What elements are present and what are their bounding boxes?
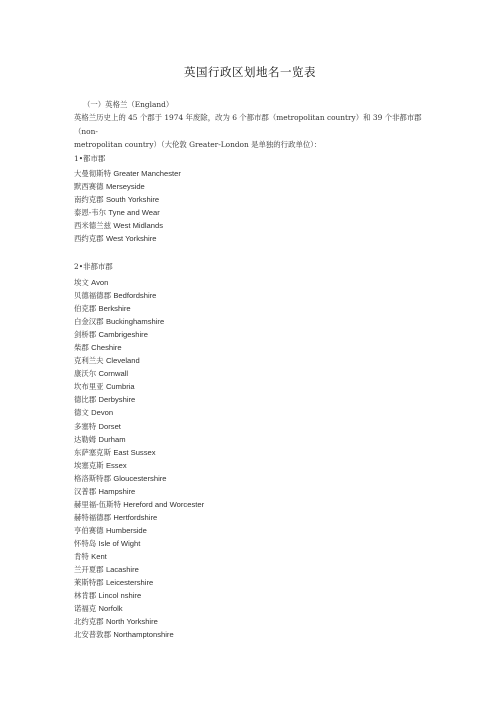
county-name-chinese: 格洛斯特郡 [74,473,111,483]
county-list-item [74,302,204,315]
intro-heading: （一）英格兰（England） [83,100,174,109]
county-name-chinese: 白金汉郡 [74,317,104,327]
county-name-chinese: 德比郡 [74,395,97,405]
intro-text-line: metropolitan country）（大伦敦 Greater-London 是单独的行政单位）： [74,140,322,150]
county-list-item [74,289,204,302]
county-name-chinese: 亨伯赛德 [74,525,104,535]
county-name-english: Derbyshire [98,395,136,405]
county-name-chinese: 克利兰夫 [74,356,104,366]
county-list-item [74,367,204,380]
page-title: 英国行政区划地名一览表 [184,65,316,79]
county-name-english: Leicestershire [105,578,154,588]
county-name-english: Lacashire [105,565,139,575]
county-list-item [74,537,204,550]
county-name-chinese: 诺福克 [74,604,97,614]
metro-county-list [74,167,181,245]
county-name-chinese: 柴郡 [74,343,89,353]
county-list-item [74,589,204,602]
county-name-chinese: 林肯郡 [74,591,97,601]
county-name-chinese: 默西赛德 [74,182,104,192]
county-name-chinese: 多塞特 [74,421,97,431]
county-list-item [74,328,204,341]
county-name-chinese: 贝德福德郡 [74,291,111,301]
county-name-english: Cornwall [98,369,129,379]
county-list-item [74,276,204,289]
county-name-chinese: 埃文 [74,278,89,287]
county-name-english: Humberside [105,525,147,535]
county-name-english: East Sussex [113,447,156,457]
county-name-chinese: 大曼彻斯特 [74,169,111,178]
county-name-chinese: 赫里福-伍斯特 [74,499,121,509]
nonmetro-section-heading: 2•非都市郡 [74,262,113,271]
county-name-chinese: 西约克郡 [74,234,104,244]
county-name-english: Berkshire [98,304,131,314]
county-name-english: Cleveland [105,356,140,366]
county-name-chinese: 肯特 [74,551,89,561]
county-name-chinese: 坎布里亚 [74,382,104,392]
county-name-english: Merseyside [105,182,145,192]
county-list-item [74,354,204,367]
county-name-chinese: 莱斯特郡 [74,578,104,588]
intro-text-line: 英格兰历史上的 45 个郡于 1974 年废除，改为 6 个都市郡（metropolitan country）和 39 个非都市郡（non- [74,113,422,136]
county-name-english: Dorset [98,421,121,431]
county-name-english: South Yorkshire [105,195,160,205]
county-list-item [74,393,204,406]
county-name-english: Essex [105,460,127,470]
county-name-english: Isle of Wight [98,538,141,548]
county-name-english: Greater Manchester [113,169,181,178]
county-name-chinese: 汉普郡 [74,486,97,496]
county-name-english: North Yorkshire [105,617,158,627]
county-name-chinese: 赫特福德郡 [74,512,111,522]
county-name-chinese: 剑桥郡 [74,330,97,340]
county-list-item [74,180,181,193]
intro-paragraph [74,98,434,152]
county-name-chinese: 达勒姆 [74,434,97,444]
county-name-chinese: 康沃尔 [74,369,97,379]
county-name-english: Lincol nshire [98,591,142,601]
county-name-english: Buckinghamshire [105,317,165,327]
county-list-item [74,511,204,524]
county-list-item [74,420,204,433]
county-list-item [74,206,181,219]
county-name-english: Hertfordshire [113,512,158,522]
county-list-item [74,485,204,498]
county-list-item [74,232,181,245]
nonmetro-county-list [74,276,204,641]
county-name-english: West Yorkshire [105,234,157,244]
county-list-item [74,315,204,328]
county-name-english: Tyne and Wear [108,208,160,218]
county-list-item [74,193,181,206]
county-name-english: Hereford and Worcester [123,499,205,509]
county-name-chinese: 德文 [74,408,89,418]
county-list-item [74,628,204,641]
county-list-item [74,219,181,232]
county-name-chinese: 泰恩-韦尔 [74,208,107,218]
county-name-chinese: 伯克郡 [74,304,97,314]
county-list-item [74,615,204,628]
county-list-item [74,563,204,576]
county-name-english: Hampshire [98,486,136,496]
county-list-item [74,524,204,537]
county-list-item [74,459,204,472]
county-name-english: Bedfordshire [113,291,157,301]
county-list-item [74,498,204,511]
county-list-item [74,433,204,446]
county-name-english: Durham [98,434,126,444]
county-name-chinese: 怀特岛 [74,538,97,548]
metro-section-heading: 1•都市郡 [74,154,106,163]
county-name-english: Cheshire [91,343,122,353]
county-list-item [74,406,204,419]
county-list-item [74,167,181,180]
county-list-item [74,576,204,589]
county-name-english: Cambrigeshire [98,330,148,340]
county-name-english: Cumbria [105,382,135,392]
county-name-chinese: 西米德兰兹 [74,221,111,231]
county-name-english: Kent [91,551,107,561]
county-name-chinese: 北安普敦郡 [74,630,111,640]
county-list-item [74,446,204,459]
county-name-english: Avon [91,278,109,287]
county-name-chinese: 兰开夏郡 [74,565,104,575]
county-list-item [74,380,204,393]
county-name-english: Norfolk [98,604,123,614]
county-name-english: Gloucestershire [113,473,167,483]
county-list-item [74,341,204,354]
county-name-english: West Midlands [113,221,163,231]
county-list-item [74,550,204,563]
county-name-english: Northamptonshire [113,630,174,640]
county-name-chinese: 埃塞克斯 [74,460,104,470]
county-name-english: Devon [91,408,114,418]
county-name-chinese: 北约克郡 [74,617,104,627]
county-list-item [74,602,204,615]
county-name-chinese: 南约克郡 [74,195,104,205]
county-name-chinese: 东萨塞克斯 [74,447,111,457]
county-list-item [74,472,204,485]
